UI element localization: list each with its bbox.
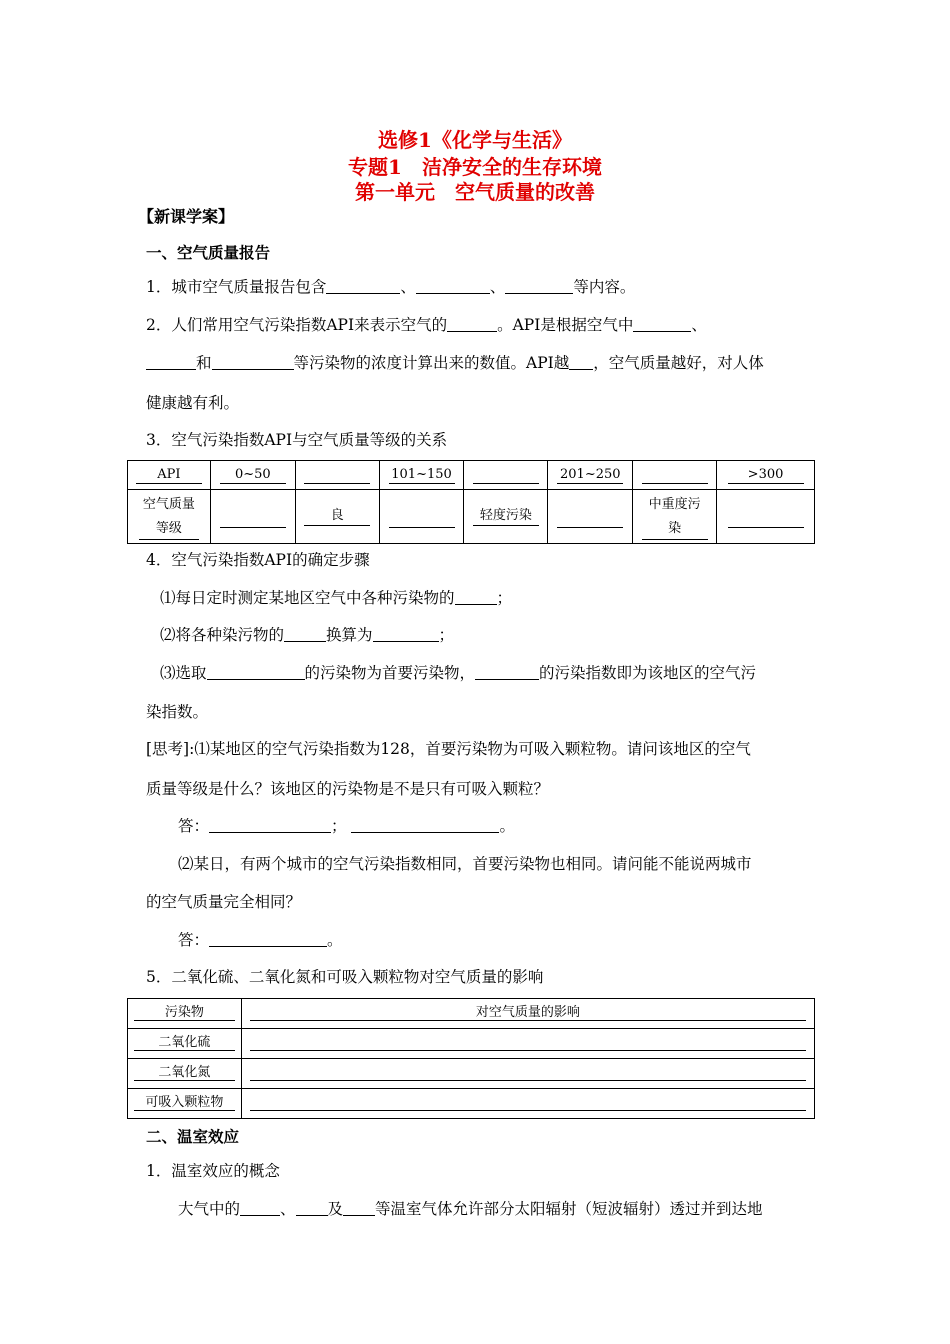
pollutant-row <box>128 1029 815 1059</box>
level-light: 轻度污染 <box>473 507 539 526</box>
greenhouse-definition: 大气中的 、 及 等温室气体允许部分太阳辐射（短波辐射）透过并到达地 <box>178 1200 763 1218</box>
level-heavy-a: 中重度污 <box>648 496 701 512</box>
level-blank[interactable] <box>389 505 455 528</box>
blank[interactable] <box>569 354 593 371</box>
blank[interactable] <box>505 278 573 295</box>
question-5: 5．二氧化硫、二氧化氮和可吸入颗粒物对空气质量的影响 <box>146 968 544 986</box>
think-1-line-2: 质量等级是什么？该地区的污染物是不是只有可吸入颗粒？ <box>146 780 550 798</box>
pollutant-effect-table <box>127 998 815 1119</box>
level-blank[interactable] <box>220 505 286 528</box>
blank[interactable] <box>326 278 400 295</box>
blank[interactable] <box>240 1200 280 1217</box>
think-1-answer: 答： ； 。 <box>178 817 515 835</box>
blank[interactable] <box>455 589 497 606</box>
pollutant-so2: 二氧化硫 <box>134 1036 235 1051</box>
think-1-line-1: [思考]:⑴某地区的空气污染指数为128，首要污染物为可吸入颗粒物。请问该地区的空气 <box>146 740 751 758</box>
header-tag: 【新课学案】 <box>138 207 235 226</box>
title-course: 选修1《化学与生活》 <box>378 128 572 152</box>
blank[interactable] <box>146 354 196 371</box>
pollutant-row <box>128 1059 815 1089</box>
answer-blank[interactable] <box>209 931 327 948</box>
effect-blank[interactable] <box>250 1036 806 1051</box>
section-2-heading: 二、温室效应 <box>146 1127 240 1146</box>
section-1-heading: 一、空气质量报告 <box>146 243 271 262</box>
api-range: >300 <box>728 467 804 484</box>
blank[interactable] <box>212 354 294 371</box>
pollutant-row <box>128 1089 815 1119</box>
level-blank[interactable] <box>557 505 623 528</box>
question-2-line-2: 和 等污染物的浓度计算出来的数值。API越 ，空气质量越好，对人体 <box>146 351 764 373</box>
pollutant-no2: 二氧化氮 <box>134 1066 235 1081</box>
question-2-line-1: 2．人们常用空气污染指数API来表示空气的 。API是根据空气中 、 <box>146 316 707 334</box>
question-4-step-2: ⑵将各种染污物的 换算为 ； <box>160 626 455 644</box>
question-4-title: 4．空气污染指数API的确定步骤 <box>146 551 370 569</box>
blank[interactable] <box>633 316 691 333</box>
level-row <box>128 490 815 544</box>
effect-blank[interactable] <box>250 1096 806 1111</box>
api-blank[interactable] <box>304 467 370 484</box>
blank[interactable] <box>284 626 326 643</box>
think-2-line-2: 的空气质量完全相同？ <box>146 893 302 911</box>
question-3: 3．空气污染指数API与空气质量等级的关系 <box>146 431 448 449</box>
greenhouse-q1: 1．温室效应的概念 <box>146 1162 280 1180</box>
blank[interactable] <box>373 626 439 643</box>
api-header: API <box>136 467 202 484</box>
api-row <box>128 461 815 490</box>
blank[interactable] <box>475 664 539 681</box>
api-level-table <box>127 460 815 544</box>
title-topic: 专题1 洁净安全的生存环境 <box>348 155 602 179</box>
question-2-line-3: 健康越有利。 <box>146 394 240 412</box>
question-1: 1．城市空气质量报告包含 、 、 等内容。 <box>146 278 636 296</box>
api-range: 101~150 <box>389 467 455 484</box>
effect-header: 对空气质量的影响 <box>250 1006 806 1021</box>
api-blank[interactable] <box>642 467 708 484</box>
blank[interactable] <box>207 664 305 681</box>
answer-blank[interactable] <box>209 817 331 834</box>
api-blank[interactable] <box>473 467 539 484</box>
think-2-answer: 答： 。 <box>178 931 343 949</box>
pollutant-particulates: 可吸入颗粒物 <box>134 1096 235 1111</box>
pollutant-header-row <box>128 999 815 1029</box>
blank[interactable] <box>296 1200 328 1217</box>
think-2-line-1: ⑵某日，有两个城市的空气污染指数相同，首要污染物也相同。请问能不能说两城市 <box>178 855 752 873</box>
question-4-step-1: ⑴每日定时测定某地区空气中各种污染物的 ； <box>160 589 513 607</box>
api-range: 201~250 <box>557 467 623 484</box>
level-heavy-b: 染 <box>642 519 708 540</box>
pollutant-header: 污染物 <box>134 1006 235 1021</box>
blank[interactable] <box>416 278 490 295</box>
level-label-a: 空气质量 <box>142 496 195 512</box>
level-good: 良 <box>304 507 370 526</box>
level-label-b: 等级 <box>139 519 199 540</box>
api-range: 0~50 <box>220 467 286 484</box>
question-4-step-3-cont: 染指数。 <box>146 703 209 721</box>
blank[interactable] <box>343 1200 375 1217</box>
blank[interactable] <box>447 316 497 333</box>
title-unit: 第一单元 空气质量的改善 <box>355 180 595 204</box>
effect-blank[interactable] <box>250 1066 806 1081</box>
question-4-step-3: ⑶选取 的污染物为首要污染物， 的污染指数即为该地区的空气污 <box>160 664 757 682</box>
answer-blank[interactable] <box>351 817 499 834</box>
level-blank[interactable] <box>728 505 804 528</box>
